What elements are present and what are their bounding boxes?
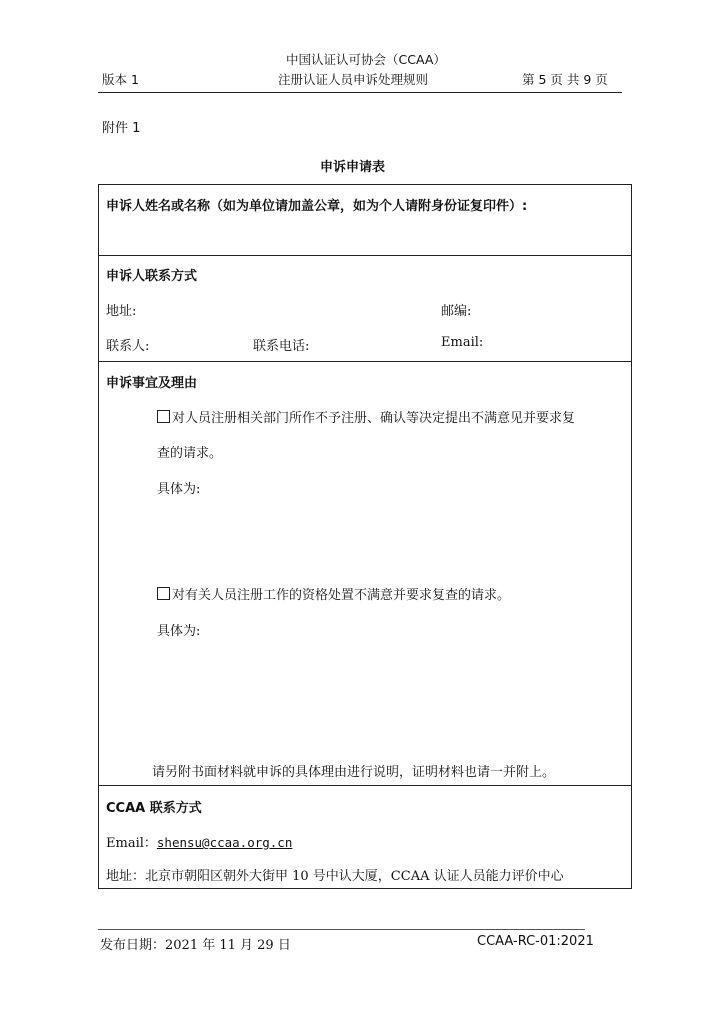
applicant-name-field[interactable] [104,218,624,250]
detail1-label: 具体为: [157,482,201,497]
reason-note: 请另附书面材料就申诉的具体理由进行说明，证明材料也请一并附上。 [152,765,556,780]
footer-date: 发布日期：2021 年 11 月 29 日 [100,938,291,953]
option1-text-cont: 查的请求。 [157,446,223,461]
option2-row [157,584,510,603]
header-org: 中国认证认可协会（CCAA） [286,52,446,67]
ccaa-email-link[interactable]: shensu@ccaa.org.cn [156,835,293,850]
row-divider [99,255,631,256]
form-title: 申诉申请表 [320,160,386,175]
footer-rule [98,929,585,930]
ccaa-email-label: Email： [106,836,157,851]
detail2-field[interactable] [155,640,615,740]
address-field[interactable] [146,298,426,318]
option2-text: 对有关人员注册工作的资格处置不满意并要求复查的请求。 [172,588,511,603]
postcode-field[interactable] [478,298,618,318]
header-version: 版本 1 [102,72,139,87]
attachment-label: 附件 1 [102,121,141,136]
address-label: 地址: [106,304,137,319]
row-divider [99,361,631,362]
applicant-name-label: 申诉人姓名或名称（如为单位请加盖公章，如为个人请附身份证复印件）: [106,199,528,214]
reason-heading: 申诉事宜及理由 [106,376,198,391]
contact-heading: 申诉人联系方式 [106,269,198,284]
email-field[interactable] [486,333,621,353]
footer-code: CCAA-RC-01:2021 [477,934,594,949]
ccaa-heading: CCAA 联系方式 [106,801,202,816]
option1-checkbox[interactable] [157,410,170,423]
email-label: Email: [441,335,484,350]
option1-text: 对人员注册相关部门所作不予注册、确认等决定提出不满意见并要求复 [172,411,576,426]
option1-row [157,407,575,426]
phone-field[interactable] [318,333,433,353]
phone-label: 联系电话: [253,339,310,354]
detail1-field[interactable] [155,498,615,568]
ccaa-email [106,832,292,851]
contact-person-field[interactable] [158,333,248,353]
row-divider [99,785,631,786]
detail2-label: 具体为: [157,624,201,639]
contact-person-label: 联系人: [106,339,150,354]
header-rule [98,92,622,93]
header-doc-title: 注册认证人员申诉处理规则 [278,72,429,87]
ccaa-address: 地址：北京市朝阳区朝外大街甲 10 号中认大厦，CCAA 认证人员能力评价中心 [106,869,564,884]
option2-checkbox[interactable] [157,587,170,600]
postcode-label: 邮编: [441,304,472,319]
header-page-info: 第 5 页 共 9 页 [522,72,608,87]
